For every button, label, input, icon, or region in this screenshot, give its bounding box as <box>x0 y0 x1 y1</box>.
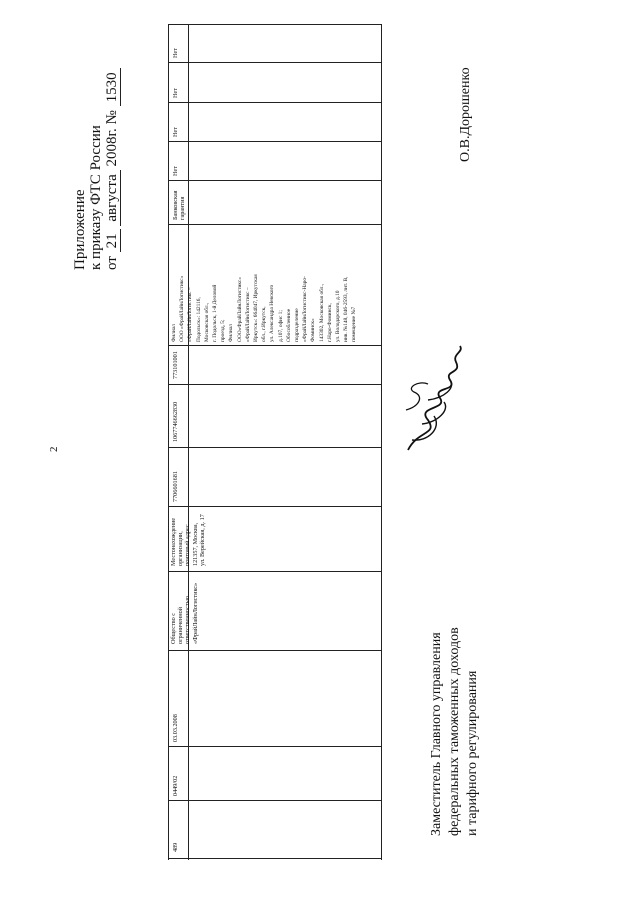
appendix-order-ref: к приказу ФТС России <box>88 125 104 270</box>
flag-3: Нет <box>172 88 179 98</box>
signer-name: О.В.Дорошенко <box>458 67 473 162</box>
flag-2: Нет <box>172 127 179 137</box>
reg-number: 0449/02 <box>172 775 179 796</box>
flag-1: Нет <box>172 166 179 176</box>
order-day: 21 <box>104 229 121 252</box>
signer-position: Заместитель Главного управления федеральных таможенных доходов и тарифного регулирования <box>429 627 480 836</box>
branches-list: Филиал ООО «ФрайЛайнЛогистикс» «ФрайЛайнЛогистикс – Подольск»: 142116, Московская обл., г. Подольск, 1-й Деловой проезд, 5; Филиал ООО«ФрайЛайнЛогистикс» «ФрайЛайнЛогистикс – Иркутск»: 664047, Иркутская обл., г.Иркутск, ул. Александра Невского д.107, офис 1; Обособленное подразделение «ФрайЛайнЛогистикс-Наро- Фоминск» 143302, Московская обл., г.Наро-Фоминск, ул. Володарского, д.10 инв. №148, 046-2593, лит. В, помещение №7 <box>171 274 358 342</box>
registry-table <box>168 24 382 860</box>
appendix-header <box>72 68 121 270</box>
page-number: 2 <box>48 446 60 452</box>
order-month: августа <box>104 170 121 225</box>
appendix-title: Приложение <box>72 189 88 270</box>
kpp: 773101001 <box>172 351 179 379</box>
handwritten-signature <box>398 340 470 460</box>
flag-4: Нет <box>172 48 179 58</box>
appendix-date-line <box>104 68 121 270</box>
org-location: Местонахождение организации, почтовый адрес 121357, Москва, ул. Верейская, д. 17 <box>170 514 206 566</box>
ogrn: 1067746662830 <box>172 401 179 442</box>
order-year: 2008г. <box>104 128 120 167</box>
date-prefix: от <box>104 256 120 270</box>
row-number: 489 <box>172 842 179 852</box>
inn: 7706601681 <box>172 471 179 502</box>
reg-date: 03.03.2008 <box>172 714 179 742</box>
order-number: 1530 <box>104 68 121 106</box>
guarantee-type: Банковская гарантия <box>172 190 187 220</box>
number-sign: № <box>104 110 120 125</box>
org-name: Общество с ограниченной ответственностью «ФрайЛайнЛогистикс» <box>170 582 199 644</box>
